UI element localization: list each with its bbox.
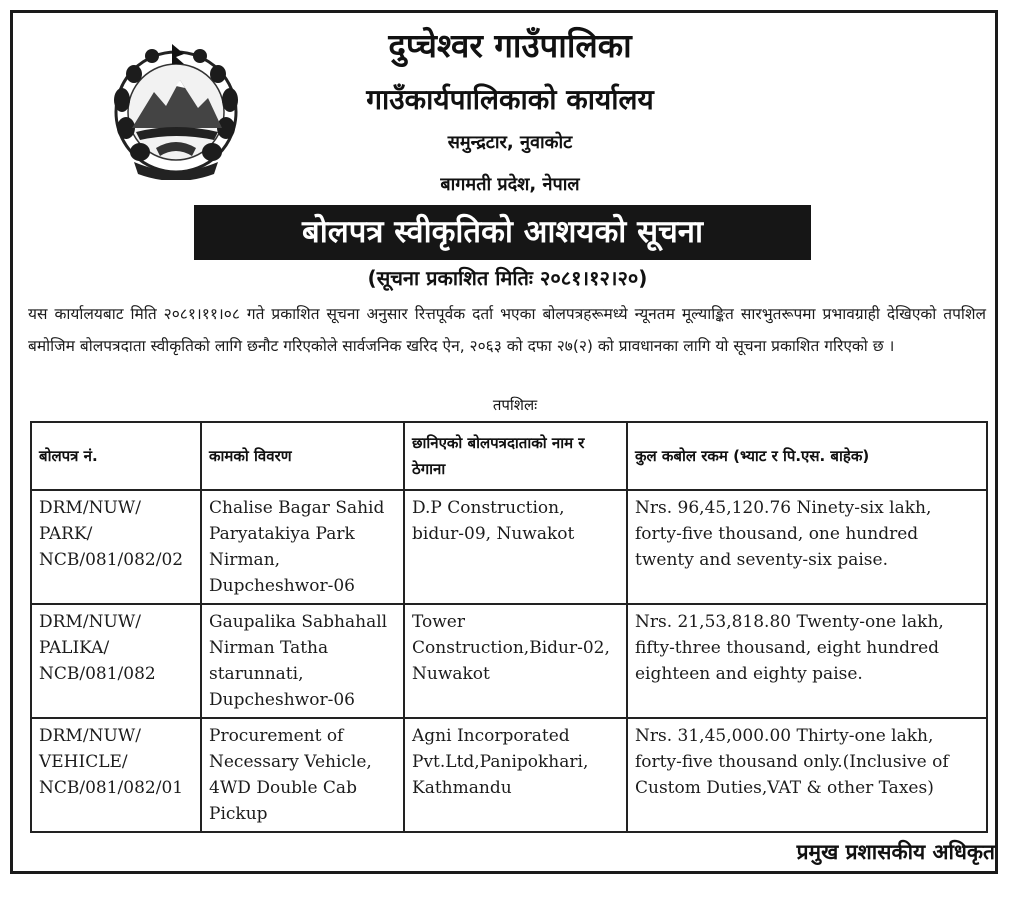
address-line-2: बागमती प्रदेश, नेपाल bbox=[440, 174, 580, 195]
bidder-name-address: Agni Incorporated Pvt.Ltd,Panipokhari, Kathmandu bbox=[404, 718, 627, 832]
notice-body: यस कार्यालयबाट मिति २०८१।११।०८ गते प्रकाशित सूचना अनुसार रित्तपूर्वक दर्ता भएका बोलपत्रहरूमध्ये न्यूनतम मूल्याङ्कित सारभुतरूपमा प्रभावग्राही देखिएको तपशिल बमोजिम बोलपत्रदाता स्वीकृतिको लागि छनौट गरिएकोले सार्वजनिक खरिद ऐन, २०६३ को दफा २७(२) को प्रावधानका लागि यो सूचना प्रकाशित गरिएको छ । bbox=[28, 305, 986, 355]
bid-number: DRM/NUW/ VEHICLE/ NCB/081/082/01 bbox=[31, 718, 201, 832]
column-header: कामको विवरण bbox=[201, 422, 404, 490]
column-header: बोलपत्र नं. bbox=[31, 422, 201, 490]
table-row bbox=[31, 604, 987, 718]
office-subtitle: गाउँकार्यपालिकाको कार्यालय bbox=[366, 83, 654, 116]
bid-number: DRM/NUW/ PARK/ NCB/081/082/02 bbox=[31, 490, 201, 604]
address-line-1: समुन्द्रटार, नुवाकोट bbox=[447, 132, 573, 153]
table-row bbox=[31, 718, 987, 832]
work-description: Gaupalika Sabhahall Nirman Tatha starunnati, Dupcheshwor-06 bbox=[201, 604, 404, 718]
table-row bbox=[31, 490, 987, 604]
bid-amount: Nrs. 31,45,000.00 Thirty-one lakh, forty-five thousand only.(Inclusive of Custom Duties,VAT & other Taxes) bbox=[627, 718, 987, 832]
bids-table bbox=[30, 421, 988, 833]
bidder-name-address: Tower Construction,Bidur-02, Nuwakot bbox=[404, 604, 627, 718]
details-label: तपशिलः bbox=[492, 396, 538, 414]
bid-amount: Nrs. 21,53,818.80 Twenty-one lakh, fifty-three thousand, eight hundred eighteen and eighty paise. bbox=[627, 604, 987, 718]
work-description: Chalise Bagar Sahid Paryatakiya Park Nirman, Dupcheshwor-06 bbox=[201, 490, 404, 604]
column-header: कुल कबोल रकम (भ्याट र पि.एस. बाहेक) bbox=[627, 422, 987, 490]
notice-title: बोलपत्र स्वीकृतिको आशयको सूचना bbox=[194, 205, 811, 260]
publish-date: (सूचना प्रकाशित मितिः २०८१।१२।२०) bbox=[367, 266, 648, 290]
table-header-row bbox=[31, 422, 987, 490]
bidder-name-address: D.P Construction, bidur-09, Nuwakot bbox=[404, 490, 627, 604]
nepal-government-emblem-icon bbox=[106, 40, 246, 180]
work-description: Procurement of Necessary Vehicle, 4WD Double Cab Pickup bbox=[201, 718, 404, 832]
signature-title: प्रमुख प्रशासकीय अधिकृत bbox=[796, 840, 995, 864]
office-name: दुप्चेश्वर गाउँपालिका bbox=[388, 26, 632, 65]
bid-number: DRM/NUW/ PALIKA/ NCB/081/082 bbox=[31, 604, 201, 718]
bid-amount: Nrs. 96,45,120.76 Ninety-six lakh, forty-five thousand, one hundred twenty and seventy-six paise. bbox=[627, 490, 987, 604]
column-header: छानिएको बोलपत्रदाताको नाम र ठेगाना bbox=[404, 422, 627, 490]
